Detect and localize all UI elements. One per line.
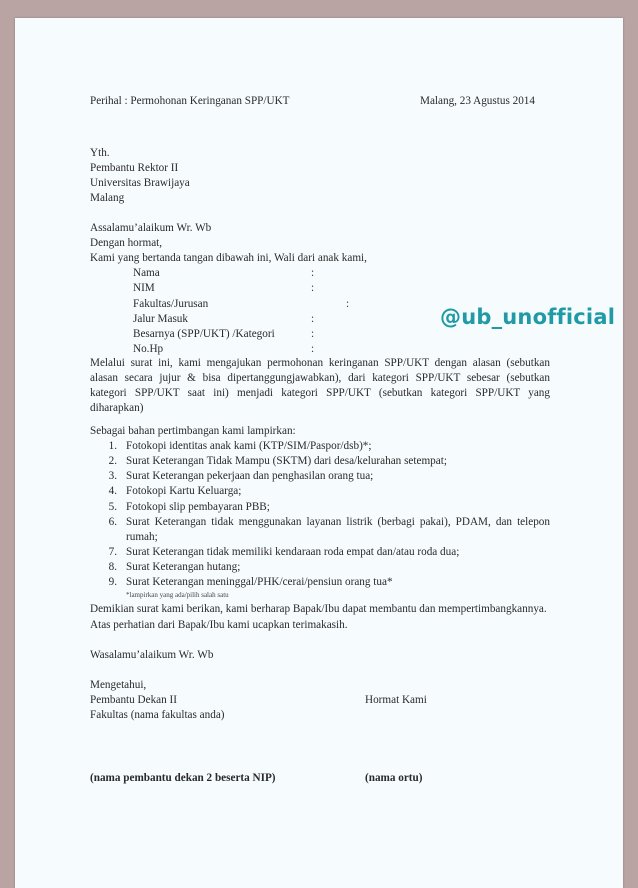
signature-left-title: Pembantu Dekan II [90, 694, 177, 706]
closing-salam: Wasalamu’alaikum Wr. Wb [90, 649, 214, 661]
letter-date: Malang, 23 Agustus 2014 [420, 95, 535, 107]
attachments-footnote: *lampirkan yang ada/pilih salah satu [126, 591, 229, 599]
closing-line-2: Atas perhatian dari Bapak/Ibu kami ucapkan terimakasih. [90, 619, 348, 631]
list-item-number: 5. [108, 501, 117, 513]
list-item: Surat Keterangan hutang; [126, 561, 241, 573]
field-colon: : [311, 343, 315, 355]
signature-left-faculty: Fakultas (nama fakultas anda) [90, 709, 225, 721]
subject-line: Perihal : Permohonan Keringanan SPP/UKT [90, 95, 290, 107]
field-colon: : [311, 313, 315, 325]
opening-hormat: Dengan hormat, [90, 237, 163, 249]
field-label: Fakultas/Jurusan [133, 298, 209, 310]
closing-line-1: Demikian surat kami berikan, kami berharap Bapak/Ibu dapat membantu dan mempertimbangkannya. [90, 603, 547, 615]
signature-mengetahui: Mengetahui, [90, 679, 147, 691]
list-item-number: 7. [108, 546, 117, 558]
field-label: Besarnya (SPP/UKT) /Kategori [133, 328, 275, 340]
opening-intro: Kami yang bertanda tangan dibawah ini, Wali dari anak kami, [90, 252, 367, 264]
body-paragraph: Melalui surat ini, kami mengajukan permohonan keringanan SPP/UKT dengan alasan (sebutkan alasan secara jujur & bisa dipertanggungjawabkan), dari kategori SPP/UKT sebesar (sebutkan kategori SPP/UKT saat ini) menjadi kategori SPP/UKT (sebutkan kategori SPP/UKT yang diharapkan) [90, 357, 550, 414]
list-item: Fotokopi slip pembayaran PBB; [126, 501, 270, 513]
list-item-number: 2. [108, 455, 117, 467]
opening-salam: Assalamu’alaikum Wr. Wb [90, 222, 212, 234]
letter-page [15, 18, 623, 888]
watermark-handle: @ub_unofficial [440, 305, 616, 329]
list-item: Surat Keterangan tidak menggunakan layanan listrik (berbagi pakai), PDAM, dan telepon rumah; [126, 516, 550, 543]
list-item-number: 4. [108, 485, 117, 497]
field-label: Jalur Masuk [133, 313, 188, 325]
signature-right-name: (nama ortu) [365, 772, 423, 784]
field-label: No.Hp [133, 343, 164, 355]
field-colon: : [311, 267, 315, 279]
list-item: Fotokopi identitas anak kami (KTP/SIM/Paspor/dsb)*; [126, 440, 372, 452]
field-label: Nama [133, 267, 160, 279]
addressee-city: Malang [90, 192, 125, 204]
signature-right-title: Hormat Kami [365, 694, 427, 706]
signature-left-name: (nama pembantu dekan 2 beserta NIP) [90, 772, 276, 784]
list-item-number: 3. [108, 470, 117, 482]
list-item-number: 1. [108, 440, 117, 452]
attachments-intro: Sebagai bahan pertimbangan kami lampirkan: [90, 425, 296, 437]
list-item-number: 6. [108, 516, 117, 528]
addressee-institution: Universitas Brawijaya [90, 177, 190, 189]
field-label: NIM [133, 282, 155, 294]
field-colon: : [311, 328, 315, 340]
addressee-title: Pembantu Rektor II [90, 162, 179, 174]
list-item: Surat Keterangan Tidak Mampu (SKTM) dari desa/kelurahan setempat; [126, 455, 447, 467]
list-item-number: 8. [108, 561, 117, 573]
list-item: Surat Keterangan tidak memiliki kendaraan roda empat dan/atau roda dua; [126, 546, 460, 558]
list-item: Fotokopi Kartu Keluarga; [126, 485, 242, 497]
field-colon: : [311, 282, 315, 294]
list-item-number: 9. [108, 576, 117, 588]
addressee-yth: Yth. [90, 147, 110, 159]
field-colon: : [346, 298, 350, 310]
list-item: Surat Keterangan meninggal/PHK/cerai/pensiun orang tua* [126, 576, 393, 588]
list-item: Surat Keterangan pekerjaan dan penghasilan orang tua; [126, 470, 374, 482]
